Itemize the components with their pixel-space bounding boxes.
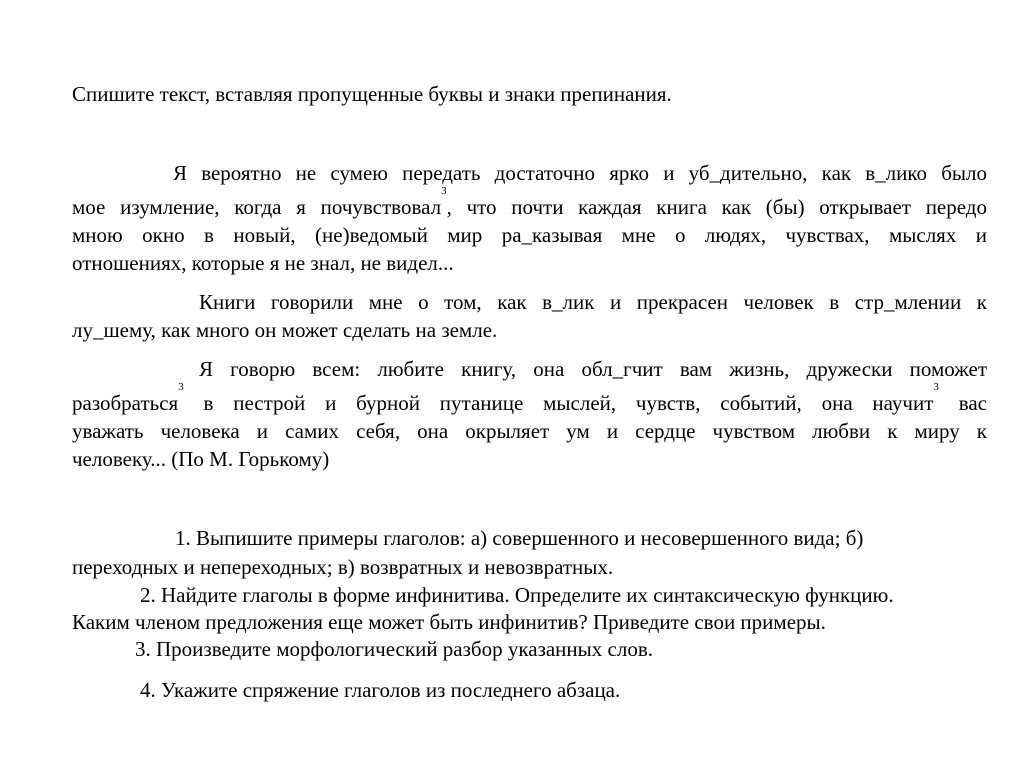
paragraph-1-line-2-b: , что почти каждая книга как (бы) открывает передо [446,195,987,219]
paragraph-1-line-4: отношениях, которые я не знал, не видел... [72,251,454,275]
paragraph-1-line-2 [72,185,987,219]
paragraph-3-line-4: человеку... (По М. Горькому) [72,447,330,471]
instruction-text: Спишите текст, вставляя пропущенные буквы и знаки препинания. [72,82,672,106]
paragraph-1-line-3: мною окно в новый, (не)ведомый мир ра_казывая мне о людях, чувствах, мыслях и [72,223,987,247]
paragraph-3-line-2 [72,381,987,415]
paragraph-2-line-1: Книги говорили мне о том, как в_лик и прекрасен человек в стр_млении к [199,290,987,314]
task-2-line-1: 2. Найдите глаголы в форме инфинитива. Определите их синтаксическую функцию. [140,583,894,607]
footnote-marker: 3 [441,185,447,197]
task-1-line-1: 1. Выпишите примеры глаголов: а) совершенного и несовершенного вида; б) [175,526,864,550]
task-2-line-2: Каким членом предложения еще может быть инфинитив? Приведите свои примеры. [72,610,826,634]
task-3: 3. Произведите морфологический разбор указанных слов. [135,637,653,661]
paragraph-3-line-2-b: в пестрой и бурной путанице мыслей, чувств, событий, она научит [183,391,934,415]
task-4: 4. Укажите спряжение глаголов из последнего абзаца. [140,678,621,702]
footnote-marker: 3 [178,381,184,393]
footnote-marker: 3 [933,381,939,393]
task-1-line-2: переходных и непереходных; в) возвратных и невозвратных. [72,555,614,579]
paragraph-1-line-1: Я вероятно не сумею передать достаточно ярко и уб_дительно, как в_лико было [173,161,987,185]
paragraph-3-line-2-c: вас [938,391,987,415]
paragraph-2-line-2: лу_шему, как много он может сделать на земле. [72,318,498,342]
paragraph-1-line-2-a: мое изумление, когда я почувствовал [72,195,442,219]
paragraph-3-line-1: Я говорю всем: любите книгу, она обл_гчит вам жизнь, дружески поможет [199,357,987,381]
paragraph-3-line-3: уважать человека и самих себя, она окрыляет ум и сердце чувством любви к миру к [72,419,987,443]
paragraph-3-line-2-a: разобраться [72,391,179,415]
